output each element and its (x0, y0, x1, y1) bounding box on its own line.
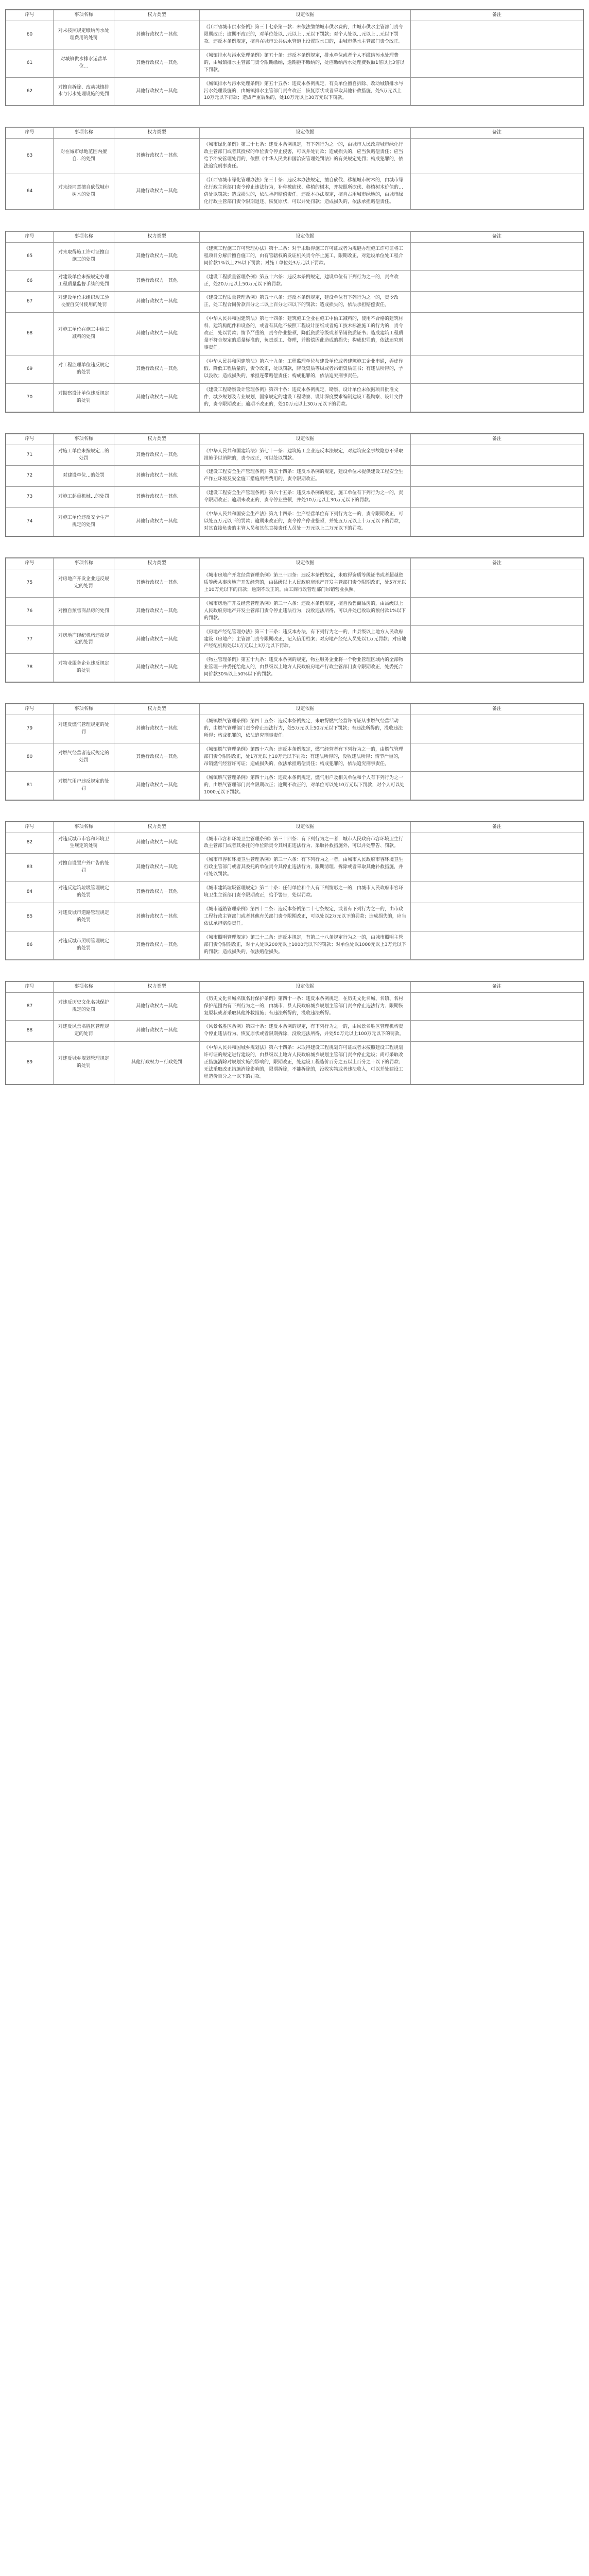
header-no: 序号 (6, 10, 54, 21)
basis-text: 《建设工程勘察设计管理条例》第四十条：违反本条例规定，勘察、设计单位未依据项目批准文件，城乡规划及专业规划，国家规定的建设工程勘察、设计深度要求编制建设工程勘察、设计文件的，责令限期改正；逾期不改正的，处10万元以上30万元以下的罚款。 (200, 383, 411, 412)
item-name: 对违反城市照明管理规定的处罚 (54, 931, 114, 959)
power-type: 其他行政权力－其他 (114, 569, 200, 597)
note-cell (411, 743, 583, 771)
table-row (6, 49, 583, 77)
table-row (6, 833, 583, 854)
row-number: 71 (6, 445, 54, 466)
item-name: 对城镇供水排水运营单位… (54, 49, 114, 77)
power-type: 其他行政权力－其他 (114, 383, 200, 412)
header-basis: 设定依据 (200, 10, 411, 21)
power-type: 其他行政权力－其他 (114, 355, 200, 384)
power-type: 其他行政权力－其他 (114, 174, 200, 210)
header-basis: 设定依据 (200, 128, 411, 139)
row-number: 63 (6, 139, 54, 174)
item-name: 对燃气经营者违反规定的处罚 (54, 743, 114, 771)
table-row (6, 771, 583, 800)
row-number: 75 (6, 569, 54, 597)
power-type: 其他行政权力－其他 (114, 931, 200, 959)
basis-text: 《历史文化名城名镇名村保护条例》第四十一条：违反本条例规定，在历史文化名城、名镇、名村保护范围内有下列行为之一的，由城市、县人民政府城乡规划主管部门责令停止违法行为、限期恢复原状或者采取其他补救措施；有违法所得的，没收违法所得。 (200, 992, 411, 1021)
row-number: 61 (6, 49, 54, 77)
note-cell (411, 487, 583, 508)
note-cell (411, 466, 583, 487)
header-basis: 设定依据 (200, 558, 411, 569)
header-basis: 设定依据 (200, 822, 411, 833)
table-row (6, 569, 583, 597)
table-row (6, 743, 583, 771)
basis-text: 《建设工程安全生产管理条例》第五十四条：违反本条例的规定，建设单位未提供建设工程安全生产作业环境及安全施工措施所需费用的，责令限期改正。 (200, 466, 411, 487)
item-name: 对房地产开发企业违反规定的处罚 (54, 569, 114, 597)
power-type: 其他行政权力－行政处罚 (114, 1042, 200, 1084)
basis-text: 《中华人民共和国建筑法》第七十四条：建筑施工企业在施工中偷工减料的，使用不合格的建筑材料、建筑构配件和设备的，或者有其他不按照工程设计图纸或者施工技术标准施工的行为的，责令改正，处以罚款；情节严重的，责令停业整顿，降低资质等级或者吊销资质证书；造成建筑工程质量不符合规定的质量标准的，负责返工、修理，并赔偿因此造成的损失；构成犯罪的，依法追究刑事责任。 (200, 313, 411, 355)
note-cell (411, 833, 583, 854)
power-type: 其他行政权力－其他 (114, 21, 200, 49)
header-note: 备注 (411, 10, 583, 21)
power-type: 其他行政权力－其他 (114, 771, 200, 800)
power-type: 其他行政权力－其他 (114, 49, 200, 77)
table-row (6, 508, 583, 536)
power-type: 其他行政权力－其他 (114, 597, 200, 625)
basis-text: 《城镇燃气管理条例》第四十六条：违反本条例规定，燃气经营者有下列行为之一的，由燃气管理部门责令限期改正，处1万元以上10万元以下罚款；有违法所得的，没收违法所得；情节严重的，吊销燃气经营许可证；造成损失的，依法承担赔偿责任；构成犯罪的，依法追究刑事责任。 (200, 743, 411, 771)
basis-text: 《城市道路管理条例》第四十二条：违反本条例第二十七条规定，或者有下列行为之一的，由市政工程行政主管部门或者其他有关部门责令限期改正，可以处以2万元以下的罚款；造成损失的，应当依法承担赔偿责任。 (200, 903, 411, 931)
basis-text: 《风景名胜区条例》第四十条：违反本条例的规定，有下列行为之一的，由风景名胜区管理机构责令停止违法行为、恢复原状或者限期拆除，没收违法所得，并处50万元以上100万元以下的罚款。 (200, 1021, 411, 1042)
power-type: 其他行政权力－其他 (114, 270, 200, 292)
item-name: 对违反建筑垃圾管理规定的处罚 (54, 882, 114, 903)
table-row (6, 174, 583, 210)
table-header-row (6, 558, 583, 569)
table-row (6, 625, 583, 654)
basis-text: 《建设工程质量管理条例》第五十八条：违反本条例规定，建设单位有下列行为之一的，责令改正，处工程合同价款百分之二以上百分之四以下的罚款；造成损失的，依法承担赔偿责任。 (200, 292, 411, 313)
note-cell (411, 903, 583, 931)
table-row (6, 597, 583, 625)
power-type: 其他行政权力－其他 (114, 139, 200, 174)
basis-text: 《城市绿化条例》第二十七条：违反本条例规定，有下列行为之一的，由城市人民政府城市绿化行政主管部门或者其授权的单位责令停止侵害，可以并处罚款；造成损失的，应当负赔偿责任；应当给予治安管理处罚的，依照《中华人民共和国治安管理处罚法》的有关规定处罚；构成犯罪的，依法追究刑事责任。 (200, 139, 411, 174)
row-number: 84 (6, 882, 54, 903)
note-cell (411, 992, 583, 1021)
note-cell (411, 383, 583, 412)
table-row (6, 1021, 583, 1042)
header-item-name: 事项名称 (54, 10, 114, 21)
header-power-type: 权力类型 (114, 704, 200, 715)
row-number: 77 (6, 625, 54, 654)
item-name: 对建设单位…的处罚 (54, 466, 114, 487)
item-name: 对施工单位在施工中偷工减料的处罚 (54, 313, 114, 355)
table-block (5, 821, 584, 960)
table-header-row (6, 981, 583, 992)
header-power-type: 权力类型 (114, 981, 200, 992)
item-name: 对物业服务企业违反规定的处罚 (54, 654, 114, 682)
row-number: 79 (6, 715, 54, 743)
note-cell (411, 569, 583, 597)
item-name: 对施工单位未按规定…的处罚 (54, 445, 114, 466)
row-number: 66 (6, 270, 54, 292)
row-number: 82 (6, 833, 54, 854)
table-row (6, 77, 583, 106)
basis-text: 《江西省城市绿化管理办法》第三十条：违反本办法规定，擅自砍伐、移植城市树木的，由城市绿化行政主管部门责令停止违法行为，补种被砍伐、移植的树木，并按照所砍伐、移植树木价值的…倍处以罚款；造成损失的，依法承担赔偿责任。违反本办法规定，擅自占用城市绿地的，由城市绿化行政主管部门责令限期退还、恢复原状，可以并处罚款；造成损失的，依法承担赔偿责任。 (200, 174, 411, 210)
basis-text: 《江西省城市供水条例》第三十七条第一款：未依法缴纳城市供水费的，由城市供水主管部门责令限期改正；逾期不改正的，对单位处以…元以上…元以下罚款；对个人处以…元以上…元以下罚款。违反本条例规定，擅自在城市公共供水管道上设置取水口的，由城市供水主管部门责令改正。 (200, 21, 411, 49)
row-number: 65 (6, 242, 54, 270)
row-number: 64 (6, 174, 54, 210)
power-type: 其他行政权力－其他 (114, 903, 200, 931)
note-cell (411, 174, 583, 210)
item-name: 对工程监理单位违反规定的处罚 (54, 355, 114, 384)
header-item-name: 事项名称 (54, 822, 114, 833)
table-row (6, 139, 583, 174)
item-name: 对在城市绿地范围内擅自…的处罚 (54, 139, 114, 174)
table-row (6, 487, 583, 508)
power-type: 其他行政权力－其他 (114, 487, 200, 508)
basis-text: 《城市房地产开发经营管理条例》第三十四条：违反本条例规定，未取得资质等级证书或者超越资质等级从事房地产开发经营的，由县级以上人民政府房地产开发主管部门责令限期改正，处5万元以上10万元以下的罚款；逾期不改正的，由工商行政管理部门吊销营业执照。 (200, 569, 411, 597)
header-basis: 设定依据 (200, 704, 411, 715)
table-row (6, 292, 583, 313)
basis-text: 《物业管理条例》第五十九条：违反本条例的规定，物业服务企业将一个物业管理区域内的全部物业管理一并委托给他人的，由县级以上地方人民政府房地产行政主管部门责令限期改正，处委托合同价款30%以上50%以下的罚款。 (200, 654, 411, 682)
power-list-table (6, 981, 583, 1084)
header-note: 备注 (411, 704, 583, 715)
basis-text: 《建设工程安全生产管理条例》第六十五条：违反本条例的规定，施工单位有下列行为之一的，责令限期改正；逾期未改正的，责令停业整顿，并处10万元以上30万元以下的罚款。 (200, 487, 411, 508)
table-row (6, 654, 583, 682)
header-no: 序号 (6, 231, 54, 242)
row-number: 74 (6, 508, 54, 536)
row-number: 87 (6, 992, 54, 1021)
header-item-name: 事项名称 (54, 128, 114, 139)
note-cell (411, 625, 583, 654)
header-no: 序号 (6, 822, 54, 833)
power-list-table (6, 434, 583, 536)
power-type: 其他行政权力－其他 (114, 992, 200, 1021)
power-type: 其他行政权力－其他 (114, 313, 200, 355)
item-name: 对施工单位违反安全生产规定的处罚 (54, 508, 114, 536)
header-basis: 设定依据 (200, 231, 411, 242)
basis-text: 《建筑工程施工许可管理办法》第十二条：对于未取得施工许可证或者为规避办理施工许可证将工程项目分解后擅自施工的，由有管辖权的发证机关责令停止施工，限期改正，对建设单位处工程合同价款1%以上2%以下罚款；对施工单位处3万元以下罚款。 (200, 242, 411, 270)
basis-text: 《城市照明管理规定》第三十二条：违反本规定，有第二十八条规定行为之一的，由城市照明主管部门责令限期改正，对个人处以200元以上1000元以下的罚款；对单位处以1000元以上3万元以下的罚款；造成损失的，依法赔偿损失。 (200, 931, 411, 959)
note-cell (411, 771, 583, 800)
header-note: 备注 (411, 981, 583, 992)
row-number: 81 (6, 771, 54, 800)
note-cell (411, 854, 583, 882)
header-no: 序号 (6, 558, 54, 569)
header-no: 序号 (6, 128, 54, 139)
note-cell (411, 715, 583, 743)
note-cell (411, 355, 583, 384)
note-cell (411, 270, 583, 292)
basis-text: 《建设工程质量管理条例》第五十六条：违反本条例规定，建设单位有下列行为之一的，责令改正，处20万元以上50万元以下的罚款。 (200, 270, 411, 292)
basis-text: 《中华人民共和国城乡规划法》第六十四条：未取得建设工程规划许可证或者未按照建设工程规划许可证的规定进行建设的，由县级以上地方人民政府城乡规划主管部门责令停止建设；尚可采取改正措施消除对规划实施的影响的，限期改正，处建设工程造价百分之五以上百分之十以下的罚款；无法采取改正措施消除影响的，限期拆除，不能拆除的，没收实物或者违法收入，可以并处建设工程造价百分之十以下的罚款。 (200, 1042, 411, 1084)
table-row (6, 466, 583, 487)
table-header-row (6, 128, 583, 139)
power-type: 其他行政权力－其他 (114, 292, 200, 313)
basis-text: 《中华人民共和国建筑法》第六十九条：工程监理单位与建设单位或者建筑施工企业串通，弄虚作假、降低工程质量的，责令改正，处以罚款，降低资质等级或者吊销资质证书；有违法所得的，予以没收；造成损失的，承担连带赔偿责任；构成犯罪的，依法追究刑事责任。 (200, 355, 411, 384)
header-note: 备注 (411, 434, 583, 445)
basis-text: 《中华人民共和国建筑法》第七十一条：建筑施工企业违反本法规定，对建筑安全事故隐患不采取措施予以消除的，责令改正，可以处以罚款。 (200, 445, 411, 466)
item-name: 对勘察设计单位违反规定的处罚 (54, 383, 114, 412)
power-type: 其他行政权力－其他 (114, 854, 200, 882)
table-header-row (6, 704, 583, 715)
table-row (6, 445, 583, 466)
row-number: 78 (6, 654, 54, 682)
power-list-table (6, 231, 583, 412)
block-gap (0, 210, 589, 231)
basis-text: 《城镇燃气管理条例》第四十五条：违反本条例规定，未取得燃气经营许可证从事燃气经营活动的，由燃气管理部门责令停止违法行为，处5万元以上50万元以下罚款；有违法所得的，没收违法所得；构成犯罪的，依法追究刑事责任。 (200, 715, 411, 743)
header-note: 备注 (411, 822, 583, 833)
power-type: 其他行政权力－其他 (114, 654, 200, 682)
row-number: 88 (6, 1021, 54, 1042)
power-type: 其他行政权力－其他 (114, 833, 200, 854)
table-block (5, 433, 584, 537)
table-row (6, 242, 583, 270)
row-number: 76 (6, 597, 54, 625)
row-number: 72 (6, 466, 54, 487)
note-cell (411, 292, 583, 313)
tables-container (0, 0, 589, 1085)
basis-text: 《城市房地产开发经营管理条例》第三十六条：违反本条例规定，擅自预售商品房的，由县级以上人民政府房地产开发主管部门责令停止违法行为，没收违法所得，可以并处已收取的预付款1%以下的罚款。 (200, 597, 411, 625)
power-list-table (6, 127, 583, 209)
header-basis: 设定依据 (200, 981, 411, 992)
power-type: 其他行政权力－其他 (114, 1021, 200, 1042)
block-gap (0, 683, 589, 703)
header-item-name: 事项名称 (54, 231, 114, 242)
item-name: 对施工起重机械…的处罚 (54, 487, 114, 508)
table-row (6, 1042, 583, 1084)
table-header-row (6, 10, 583, 21)
basis-text: 《城市市容和环境卫生管理条例》第三十六条：有下列行为之一者，由城市人民政府市容环境卫生行政主管部门或者其委托的单位责令其停止违法行为，限期清理、拆除或者采取其他补救措施，并可处以罚款。 (200, 854, 411, 882)
block-gap (0, 106, 589, 127)
header-power-type: 权力类型 (114, 558, 200, 569)
power-list-table (6, 10, 583, 106)
table-row (6, 882, 583, 903)
item-name: 对违反城市市容和环境卫生规定的处罚 (54, 833, 114, 854)
header-note: 备注 (411, 558, 583, 569)
header-basis: 设定依据 (200, 434, 411, 445)
power-list-table (6, 704, 583, 800)
note-cell (411, 139, 583, 174)
item-name: 对擅自拆除、改动城镇排水与污水处理设施的处罚 (54, 77, 114, 106)
power-type: 其他行政权力－其他 (114, 882, 200, 903)
item-name: 对未经同意擅自砍伐城市树木的处罚 (54, 174, 114, 210)
item-name: 对违反燃气管理规定的处罚 (54, 715, 114, 743)
table-row (6, 313, 583, 355)
note-cell (411, 882, 583, 903)
table-row (6, 992, 583, 1021)
item-name: 对违反风景名胜区管理规定的处罚 (54, 1021, 114, 1042)
note-cell (411, 21, 583, 49)
table-block (5, 557, 584, 683)
row-number: 60 (6, 21, 54, 49)
row-number: 68 (6, 313, 54, 355)
table-row (6, 21, 583, 49)
basis-text: 《城镇燃气管理条例》第四十九条：违反本条例规定，燃气用户及相关单位和个人有下列行为之一的，由燃气管理部门责令限期改正；逾期不改正的，对单位可以处10万元以下罚款，对个人可以处1000元以下罚款。 (200, 771, 411, 800)
power-type: 其他行政权力－其他 (114, 77, 200, 106)
table-block (5, 981, 584, 1085)
header-item-name: 事项名称 (54, 704, 114, 715)
header-no: 序号 (6, 981, 54, 992)
row-number: 67 (6, 292, 54, 313)
item-name: 对违反城市道路管理规定的处罚 (54, 903, 114, 931)
note-cell (411, 931, 583, 959)
header-power-type: 权力类型 (114, 231, 200, 242)
power-type: 其他行政权力－其他 (114, 715, 200, 743)
item-name: 对未取得施工许可证擅自施工的处罚 (54, 242, 114, 270)
table-row (6, 715, 583, 743)
table-row (6, 383, 583, 412)
note-cell (411, 597, 583, 625)
basis-text: 《城市市容和环境卫生管理条例》第三十四条：有下列行为之一者，城市人民政府市容环境卫生行政主管部门或者其委托的单位除责令其纠正违法行为、采取补救措施外，可以并处警告、罚款。 (200, 833, 411, 854)
header-power-type: 权力类型 (114, 434, 200, 445)
item-name: 对房地产经纪机构违反规定的处罚 (54, 625, 114, 654)
power-type: 其他行政权力－其他 (114, 242, 200, 270)
table-row (6, 931, 583, 959)
block-gap (0, 0, 589, 9)
header-no: 序号 (6, 434, 54, 445)
table-header-row (6, 434, 583, 445)
row-number: 69 (6, 355, 54, 384)
row-number: 83 (6, 854, 54, 882)
item-name: 对擅自预售商品房的处罚 (54, 597, 114, 625)
header-power-type: 权力类型 (114, 128, 200, 139)
power-type: 其他行政权力－其他 (114, 445, 200, 466)
header-item-name: 事项名称 (54, 434, 114, 445)
basis-text: 《中华人民共和国安全生产法》第九十四条：生产经营单位有下列行为之一的，责令限期改正，可以处五万元以下的罚款；逾期未改正的，责令停产停业整顿，并处五万元以上十万元以下的罚款，对其直接负责的主管人员和其他直接责任人员处一万元以上二万元以下的罚款。 (200, 508, 411, 536)
block-gap (0, 801, 589, 821)
basis-text: 《房地产经纪管理办法》第三十三条：违反本办法，有下列行为之一的，由县级以上地方人民政府建设（房地产）主管部门责令限期改正，记入信用档案；对房地产经纪人员处以1万元罚款；对房地产经纪机构处以1万元以上3万元以下罚款。 (200, 625, 411, 654)
item-name: 对违反历史文化名城保护规定的处罚 (54, 992, 114, 1021)
block-gap (0, 413, 589, 433)
basis-text: 《城镇排水与污水处理条例》第五十条：违反本条例规定，排水单位或者个人不缴纳污水处理费的，由城镇排水主管部门责令限期缴纳，逾期拒不缴纳的，处应缴纳污水处理费数额1倍以上3倍以下罚款。 (200, 49, 411, 77)
power-type: 其他行政权力－其他 (114, 466, 200, 487)
basis-text: 《城镇排水与污水处理条例》第五十五条：违反本条例规定，有关单位擅自拆除、改动城镇排水与污水处理设施的，由城镇排水主管部门责令改正，恢复原状或者采取其他补救措施，处5万元以上10万元以下罚款；造成严重后果的，处10万元以上30万元以下罚款。 (200, 77, 411, 106)
header-power-type: 权力类型 (114, 822, 200, 833)
header-item-name: 事项名称 (54, 558, 114, 569)
power-type: 其他行政权力－其他 (114, 625, 200, 654)
basis-text: 《城市建筑垃圾管理规定》第二十条：任何单位和个人有下列情形之一的，由城市人民政府市容环境卫生主管部门责令限期改正，给予警告，处以罚款。 (200, 882, 411, 903)
table-block (5, 703, 584, 800)
note-cell (411, 654, 583, 682)
row-number: 80 (6, 743, 54, 771)
note-cell (411, 77, 583, 106)
table-block (5, 9, 584, 106)
header-power-type: 权力类型 (114, 10, 200, 21)
note-cell (411, 313, 583, 355)
table-row (6, 903, 583, 931)
block-gap (0, 537, 589, 557)
header-no: 序号 (6, 704, 54, 715)
row-number: 70 (6, 383, 54, 412)
table-row (6, 270, 583, 292)
table-row (6, 355, 583, 384)
item-name: 对未按照规定缴纳污水处理费用的处罚 (54, 21, 114, 49)
table-header-row (6, 231, 583, 242)
row-number: 62 (6, 77, 54, 106)
header-note: 备注 (411, 231, 583, 242)
row-number: 89 (6, 1042, 54, 1084)
table-row (6, 854, 583, 882)
item-name: 对建设单位未按规定办理工程质量监督手续的处罚 (54, 270, 114, 292)
note-cell (411, 1021, 583, 1042)
row-number: 85 (6, 903, 54, 931)
header-item-name: 事项名称 (54, 981, 114, 992)
table-block (5, 127, 584, 210)
row-number: 73 (6, 487, 54, 508)
power-list-table (6, 558, 583, 682)
item-name: 对建设单位未组织竣工验收擅自交付使用的处罚 (54, 292, 114, 313)
power-list-table (6, 822, 583, 960)
item-name: 对燃气用户违反规定的处罚 (54, 771, 114, 800)
table-header-row (6, 822, 583, 833)
table-block (5, 231, 584, 413)
note-cell (411, 49, 583, 77)
power-type: 其他行政权力－其他 (114, 508, 200, 536)
power-type: 其他行政权力－其他 (114, 743, 200, 771)
note-cell (411, 445, 583, 466)
row-number: 86 (6, 931, 54, 959)
item-name: 对违反城乡规划管理规定的处罚 (54, 1042, 114, 1084)
note-cell (411, 242, 583, 270)
note-cell (411, 1042, 583, 1084)
header-note: 备注 (411, 128, 583, 139)
block-gap (0, 960, 589, 981)
item-name: 对擅自设置户外广告的处罚 (54, 854, 114, 882)
note-cell (411, 508, 583, 536)
